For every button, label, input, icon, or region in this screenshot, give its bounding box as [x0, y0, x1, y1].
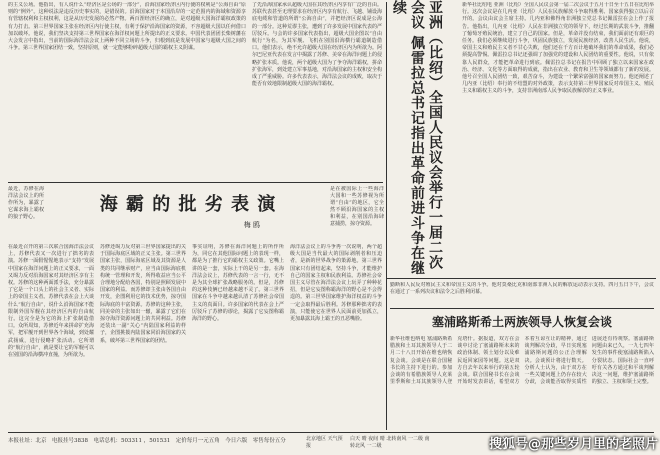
cyprus-top-rule [390, 308, 654, 309]
haiba-body-col-2-text: 苏修还竭力反对第三世界国家提出的关于国际海底区域的正义主张。第三世界国家主张，国际海底区域及其资源是人类的共同继承财产，应当由国际海底机构统一管理和开发，所得收益应当公平合理地分配给各国，特别是照顾发展中国家的利益。而苏修却主张由各国自由开发，企图利用它的技术优势，掠夺国际海底的丰富资源。苏修的这种主张，同美帝的主张如出一辙，暴露了它们在掠夺海洋资源问题上的共同利益。苏修还装出一副“关心”内陆国家利益的样子，企图挑拨内陆国家同沿海国家的关系，破坏第三世界国家的团结。 [100, 244, 186, 344]
haiba-intro-text: 最近，苏修在海洋法会议上的所作所为，暴露了它谋求海上霸权的狼子野心。 [8, 186, 44, 220]
cyprus-body [390, 336, 654, 430]
right-headline: 亚洲（比绍）全国人民议会举行一届二次会议 佩雷拉总书记指出革命前进斗争在继续 [391, 0, 443, 276]
top-mid-article [252, 2, 382, 182]
haiba-aside [330, 186, 384, 242]
haiba-body-col-1 [8, 244, 94, 430]
haiba-body-col-1-text: 在最近召开的第三次联合国海洋法会议上，苏修代表又一次进行了拙劣的表演。苏修一面假惺惺地表示“支持”发展中国家在海洋问题上的正义要求，一面又竭力反对沿海国家对其经济区享有主权。苏修的这种两面派手法，充分暴露了它是一个口头上的社会主义者、实际上的帝国主义者。苏修代表在会上大谈什么“航行自由”，说什么沿海国家不能限制外国军舰在其经济区内的自由航行。这完全是为它的海上扩张制造借口。众所周知，苏修近年来拼命扩充海军，把军舰开到世界各个海域，到处耀武扬威，进行侵略扩张活动。它所谓的“航行自由”，就是要让它的军舰可以在别国的沿海横冲直撞，为所欲为。 [8, 244, 94, 359]
column-divider [386, 2, 387, 278]
haiba-headline: 海 霸 的 批 劣 表 演 [99, 194, 277, 215]
top-section-rule-right [386, 278, 656, 279]
cyprus-body-text: 新华社维也纳电 塞浦路斯希腊族和土耳其族领导人于二月二十八日开始在维也纳恢复会谈。会谈是在联合国秘书长的主持下进行的。参加会谈的有希腊族领导人克莱里季斯和土耳其族领导人登克塔什。据报道，双方在会谈中讨论了塞浦路斯未来的政治体制、领土划分以及难民返回家园等问题。这是双方自去年以来举行的第五轮会谈。联合国秘书长在会谈开始时发表讲话，希望双方本着互谅互让的精神，通过谈判解决分歧，早日实现塞浦路斯问题的公正合理解决。会谈预计将进行数天。分析人士认为，由于双方在一些关键问题上仍存在较大分歧，会谈能否取得实质性进展还有待观察。塞浦路斯问题由来已久，一九七四年发生的事件使塞浦路斯陷入分裂状态。国际社会一直呼吁有关各方通过和平谈判解决这一问题，维护塞浦路斯的独立、主权和领土完整。 [390, 336, 654, 386]
right-bottom-text [390, 282, 654, 304]
haiba-body-col-3-text: 事实证明，苏修在海洋问题上的所作所为，同它在其他国际问题上的表现一样，都是为了推行它的霸权主义政策。它嘴上讲的是一套，实际上干的是另一套。在海洋法会议上，苏修代表的一言一行，无不是为其全球扩张战略服务的。但是，苏修的这种伎俩已经越来越不灵了。第三世界国家在斗争中越来越认清了苏修社会帝国主义的真面目。许多国家的代表在会上严厉驳斥了苏修的谬论，揭露了它妄图称霸海洋的野心。 [192, 244, 284, 323]
top-left-article-body: 的主义公场。他指出，有人说什么“经济区是公场的一部分”，沿海国家经济区内行使的权利是“公海自由”原则的“例外”。这种说法是违反历史事实的，是错误的。沿海国家对于本国沿岸的一定范围内的海域和资源享有管辖权利和主权权利，这是从历史发展的必然产物。两百浬经济区的确立，是对超级大国海洋霸权政策的有力打击。第三世界国家主张在经济区内行使主权，有利于保护沿海国家的资源，不容超级大国以任何借口加以破坏。他说，我们坚决支持第三世界国家在海洋权问题上所提出的正义要求。中国代表团团长柴树藩在大会发言中指出，当前的国际海洋法会议上两种不同立场的斗争，归根到底是发展中国家与超级大国之间的斗争。第三世界国家团结一致，坚持原则，就一定能够粉碎超级大国的霸权主义阴谋。 [8, 2, 246, 52]
footer-middle: 北京地区 天气预报 [306, 436, 343, 449]
haiba-body-col-3 [192, 244, 284, 430]
haiba-body-col-2 [100, 244, 186, 430]
haiba-aside-text: 是在被国际上一些海洋大国和一些苏修视为所谓“自由”的地区，它全然不顾沿海国家的主权和利益，在别国沿海肆意捕捞，掠夺资源。 [330, 186, 384, 227]
haiba-headline-box [48, 186, 328, 238]
haiba-body-col-4-text: 海洋法会议上的斗争再一次说明，两个超级大国是当代最大的国际剥削者和压迫者，是新的世界战争的策源地。第三世界国家只有团结起来，坚持斗争，才能维护自己的国家主权和民族利益。苏修社会帝国主义尽管在海洋法会议上玩弄了种种花招，但是它妄图称霸海洋的野心是不会得逞的。第三世界国家维护海洋权益的斗争一定会取得最后胜利。苏修那种拙劣的表演，只能使它在世界人民面前更加孤立，更加暴露其海上霸王的丑恶嘴脸。 [290, 244, 382, 323]
cyprus-headline: 塞浦路斯希土两族领导人恢复会谈 [431, 315, 612, 329]
right-bottom-text-body: 勤断和人民反对殖民主义和帝国主义的斗争。他对莫桑比克和南部非洲人民的解放运动表示支持。四月五日下午，会议在通过了一系列决议和法令之后胜利闭幕。 [390, 282, 654, 296]
top-left-article [8, 2, 246, 182]
footer-left: 本报社址：北京 电报挂号3838 电话总机：503311 ，501531 定价每月一元五角 今日六版 零售每份五分 [8, 438, 286, 444]
top-section-rule [8, 182, 383, 183]
haiba-body-col-4 [290, 244, 382, 430]
haiba-intro [8, 186, 44, 242]
haiba-byline: 梅 鸥 [243, 221, 260, 229]
watermark: 搜狐号@那些岁月里的老照片 [488, 437, 658, 452]
haiba-divider [386, 278, 387, 430]
top-mid-article-body: 了先沿海国家承认超级大国在其经济区内享有广泛的自由。苏联代表甚至无理要求在经济区内享有航行、飞越、铺设海底电缆和管道的所谓“公海自由”，并把经济区说成是公海的一部分。这种荒谬主张，遭到了许多发展中国家代表的严厉驳斥。与会的许多国家代表指出，超级大国企图以“自由航行”为名，为其军舰、飞机在别国沿海横行霸道制造借口。他们表示，绝不允许超级大国在经济区内为所欲为。阿尔巴尼亚代表在发言中揭露了苏修、美帝在海洋问题上的侵略扩张本质。他说，两个超级大国为了争夺海洋霸权，拼命扩张海军，到处建立军事基地，对沿海国家的主权和安全构成了严重威胁。许多代表表示，海洋法会议的成败，取决于能否有效地限制超级大国的海洋霸权。 [252, 2, 382, 88]
right-article [462, 2, 654, 278]
right-headline-block [390, 0, 460, 280]
right-article-body: 新华社比绍电 亚洲（比绍）全国人民议会第一届二次会议于五月十日至十五日在比绍举行。这次会议是在几内亚（比绍）人民在民族解放斗争取得胜利、国家获得独立以后召开的。会议由议会主席主持。几内亚和佛得角非洲独立党总书记佩雷拉在会上作了报告。他指出，几内亚（比绍）人民在非洲独立党的领导下，经过长期的武装斗争，推翻了葡萄牙殖民统治，建立了自己的国家。但是，革命并没有结束，我们面前还有艰巨的任务。我们必须继续进行斗争，巩固民族独立，发展民族经济，改善人民生活。他说，帝国主义和殖民主义者不甘心失败，他们还在千方百计地破坏我们的革命成果，我们必须提高警惕。佩雷拉总书记还强调了加强党的建设和人民团结的重要性。他说，只有依靠人民群众，才能把革命进行到底。佩雷拉总书记在报告中回顾了独立以来国家在政治、经济、文化等方面取得的成就，指出在农业、教育和卫生等领域都有了新的发展。他号召全国人民团结一致，艰苦奋斗，为建设一个繁荣富强的国家而努力。他还阐述了几内亚（比绍）奉行的不结盟的对外政策，表示支持第三世界国家反对帝国主义、殖民主义和霸权主义的斗争，支持非洲南部人民争取民族解放的正义事业。 [462, 2, 654, 95]
footer-right: 白天 晴 夜间 晴 北转南风 一二级 南转北风 一二级 [350, 436, 430, 449]
